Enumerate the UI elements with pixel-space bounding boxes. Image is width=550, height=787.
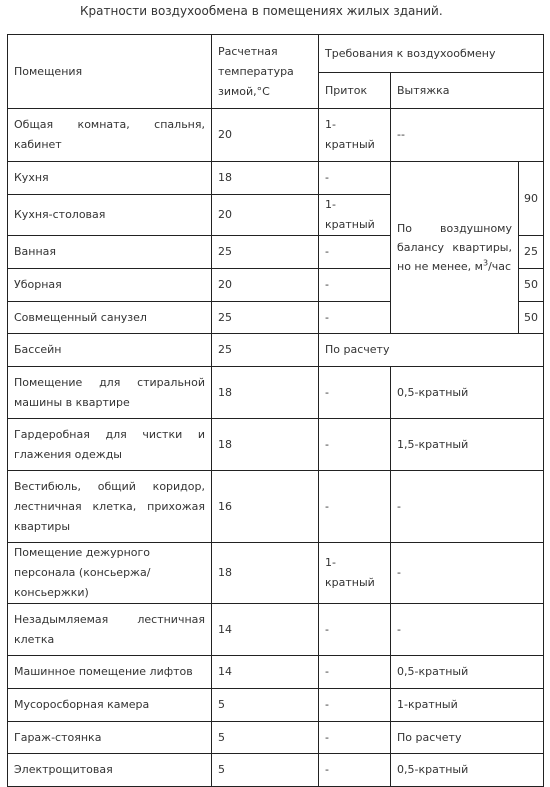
supply-cell: - bbox=[319, 162, 391, 195]
table-row bbox=[8, 689, 544, 722]
header-room: Помещения bbox=[8, 35, 212, 109]
supply-cell: - bbox=[319, 471, 391, 543]
exhaust-balance-text: По воздушному балансу квартиры, но не менее, м bbox=[397, 222, 512, 273]
exhaust-cell: 1-кратный bbox=[391, 689, 544, 722]
exhaust-cell: - bbox=[391, 604, 544, 656]
exhaust-cell: По расчету bbox=[391, 722, 544, 754]
table-row bbox=[8, 722, 544, 754]
exhaust-value-cell: 90 bbox=[519, 162, 544, 236]
temp-cell: 20 bbox=[212, 269, 319, 302]
supply-exhaust-cell: По расчету bbox=[319, 334, 544, 367]
exhaust-cell: 0,5-кратный bbox=[391, 754, 544, 787]
temp-cell: 16 bbox=[212, 471, 319, 543]
room-cell: Бассейн bbox=[8, 334, 212, 367]
temp-cell: 14 bbox=[212, 604, 319, 656]
exhaust-cell: -- bbox=[391, 109, 544, 162]
supply-cell: - bbox=[319, 722, 391, 754]
supply-cell: - bbox=[319, 656, 391, 689]
exhaust-cell: 0,5-кратный bbox=[391, 367, 544, 419]
supply-cell: 1-кратный bbox=[319, 109, 391, 162]
exhaust-cell: 1,5-кратный bbox=[391, 419, 544, 471]
temp-cell: 20 bbox=[212, 109, 319, 162]
table-row bbox=[8, 471, 544, 543]
temp-cell: 14 bbox=[212, 656, 319, 689]
table-row bbox=[8, 419, 544, 471]
supply-cell: - bbox=[319, 236, 391, 269]
exhaust-value-cell: 50 bbox=[519, 302, 544, 334]
supply-cell: - bbox=[319, 604, 391, 656]
temp-cell: 25 bbox=[212, 236, 319, 269]
exhaust-value-cell: 25 bbox=[519, 236, 544, 269]
supply-cell: 1-кратный bbox=[319, 195, 391, 236]
room-cell: Помещение для стиральной машины в квартире bbox=[8, 367, 212, 419]
air-exchange-table bbox=[7, 34, 544, 787]
table-header-row bbox=[8, 35, 544, 73]
supply-cell: 1-кратный bbox=[319, 543, 391, 604]
table-row bbox=[8, 656, 544, 689]
header-temperature: Расчетная температура зимой,°С bbox=[212, 35, 319, 109]
table-row bbox=[8, 754, 544, 787]
room-cell: Незадымляемая лестничная клетка bbox=[8, 604, 212, 656]
room-cell: Уборная bbox=[8, 269, 212, 302]
exhaust-balance-unit: /час bbox=[488, 260, 512, 273]
temp-cell: 18 bbox=[212, 162, 319, 195]
supply-cell: - bbox=[319, 689, 391, 722]
temp-cell: 18 bbox=[212, 419, 319, 471]
exhaust-value-cell: 50 bbox=[519, 269, 544, 302]
table-row bbox=[8, 162, 544, 195]
temp-cell: 5 bbox=[212, 722, 319, 754]
temp-cell: 25 bbox=[212, 334, 319, 367]
page-title: Кратности воздухообмена в помещениях жилых зданий. bbox=[80, 4, 443, 18]
room-cell: Машинное помещение лифтов bbox=[8, 656, 212, 689]
table-row bbox=[8, 543, 544, 604]
exhaust-balance-superscript: 3 bbox=[482, 258, 489, 268]
table-row bbox=[8, 367, 544, 419]
header-exhaust: Вытяжка bbox=[391, 73, 544, 109]
temp-cell: 18 bbox=[212, 543, 319, 604]
exhaust-balance-cell bbox=[391, 162, 519, 334]
room-cell: Кухня bbox=[8, 162, 212, 195]
room-cell: Вестибюль, общий коридор, лестничная клетка, прихожая квартиры bbox=[8, 471, 212, 543]
room-cell: Ванная bbox=[8, 236, 212, 269]
room-cell: Гардеробная для чистки и глажения одежды bbox=[8, 419, 212, 471]
room-cell: Совмещенный санузел bbox=[8, 302, 212, 334]
header-requirements: Требования к воздухообмену bbox=[319, 35, 544, 73]
room-cell: Общая комната, спальня, кабинет bbox=[8, 109, 212, 162]
exhaust-cell: 0,5-кратный bbox=[391, 656, 544, 689]
room-cell: Мусоросборная камера bbox=[8, 689, 212, 722]
supply-cell: - bbox=[319, 367, 391, 419]
temp-cell: 25 bbox=[212, 302, 319, 334]
room-cell: Помещение дежурного персонала (консьержа/консьержки) bbox=[8, 543, 212, 604]
supply-cell: - bbox=[319, 269, 391, 302]
header-supply: Приток bbox=[319, 73, 391, 109]
room-cell: Электрощитовая bbox=[8, 754, 212, 787]
room-cell: Кухня-столовая bbox=[8, 195, 212, 236]
exhaust-cell: - bbox=[391, 471, 544, 543]
exhaust-cell: - bbox=[391, 543, 544, 604]
temp-cell: 20 bbox=[212, 195, 319, 236]
table-row bbox=[8, 334, 544, 367]
table-row bbox=[8, 109, 544, 162]
supply-cell: - bbox=[319, 302, 391, 334]
supply-cell: - bbox=[319, 419, 391, 471]
supply-cell: - bbox=[319, 754, 391, 787]
temp-cell: 18 bbox=[212, 367, 319, 419]
temp-cell: 5 bbox=[212, 754, 319, 787]
table-row bbox=[8, 604, 544, 656]
room-cell: Гараж-стоянка bbox=[8, 722, 212, 754]
temp-cell: 5 bbox=[212, 689, 319, 722]
